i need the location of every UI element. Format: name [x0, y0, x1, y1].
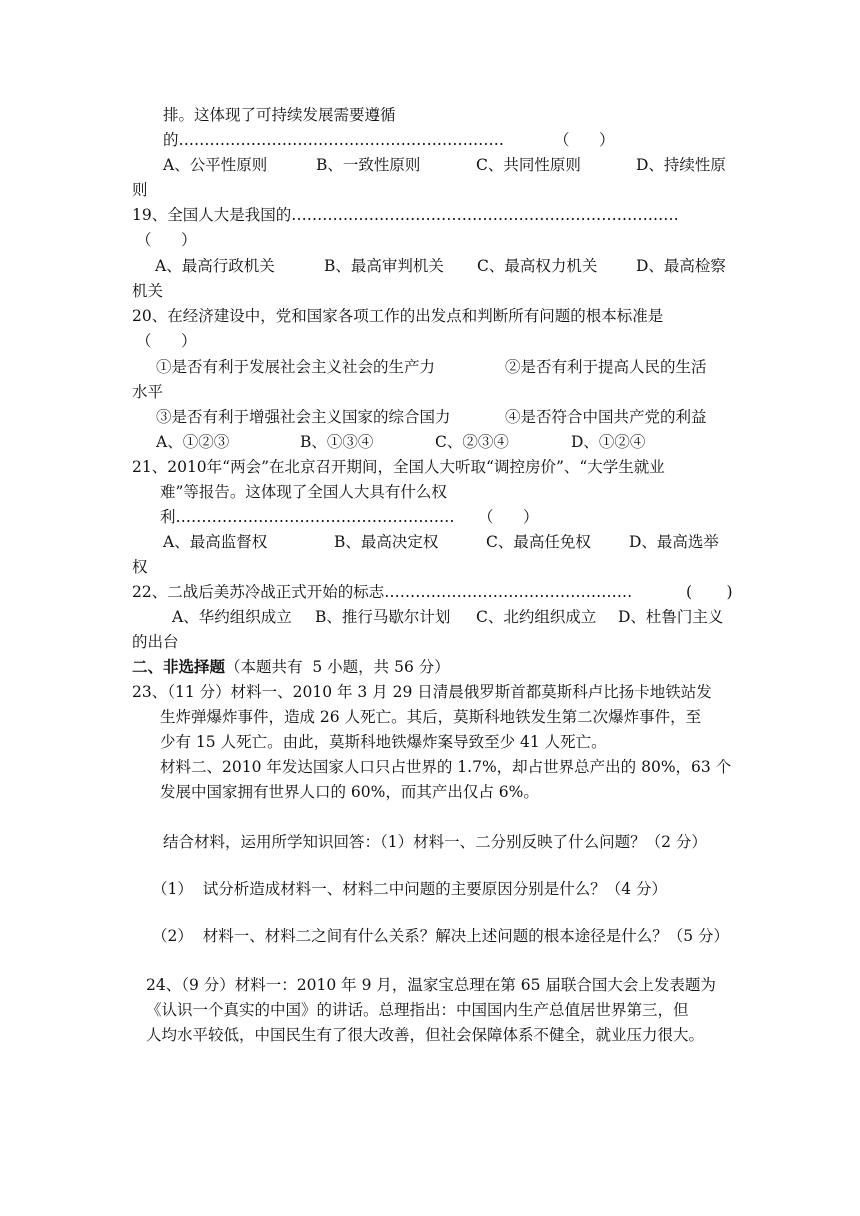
q22-option-b: B、推行马歇尔计划: [315, 608, 451, 626]
q20-option-d: D、①②④: [571, 433, 646, 451]
section-2-title: 二、非选择题: [132, 657, 226, 676]
q18-line2: 的………………………………………………………: [163, 131, 505, 149]
q23-line2: 生炸弹爆炸事件，造成 26 人死亡。其后，莫斯科地铁发生第二次爆炸事件，至: [160, 708, 702, 726]
q21-option-d-wrap: 权: [132, 558, 148, 576]
q18-option-b: B、一致性原则: [316, 156, 421, 174]
q19-option-b: B、最高审判机关: [324, 257, 444, 275]
q21-option-b: B、最高决定权: [334, 533, 439, 551]
q23-sub-1: （1） 试分析造成材料一、材料二中问题的主要原因分别是什么？（4 分）: [152, 880, 668, 898]
q24-line3: 人均水平较低，中国民生有了很大改善，但社会保障体系不健全，就业压力很大。: [146, 1026, 705, 1044]
q20-stem: 20、在经济建设中，党和国家各项工作的出发点和判断所有问题的根本标准是: [132, 307, 664, 325]
q23-sub-2: （2） 材料一、材料二之间有什么关系？解决上述问题的根本途径是什么？（5 分）: [152, 927, 730, 945]
q20-option-c: C、②③④: [435, 433, 509, 451]
q21-option-d: D、最高选举: [629, 533, 719, 551]
q19-option-d: D、最高检察: [636, 257, 726, 275]
q18-option-c: C、共同性原则: [476, 156, 581, 174]
section-2-heading: [132, 656, 450, 678]
q18-paren: （ ）: [554, 131, 615, 149]
q23-line5: 发展中国家拥有世界人口的 60%，而其产出仅占 6%。: [160, 783, 539, 801]
q22-option-d: D、杜鲁门主义: [618, 608, 724, 626]
q24-line2: 《认识一个真实的中国》的讲话。总理指出：中国国内生产总值居世界第三，但: [146, 1001, 689, 1019]
q24-line1: 24、（9 分）材料一：2010 年 9 月，温家宝总理在第 65 届联合国大会上发表题为: [146, 976, 716, 994]
q21-line1: 21、2010年“两会”在北京召开期间，全国人大听取“调控房价”、“大学生就业: [132, 458, 665, 476]
q18-option-d: D、持续性原: [636, 156, 726, 174]
q22-option-d-wrap: 的出台: [132, 633, 179, 651]
q20-statement-4: ④是否符合中国共产党的利益: [505, 408, 707, 426]
q21-line2: 难”等报告。这体现了全国人大具有什么权: [160, 483, 447, 501]
q21-option-c: C、最高任免权: [486, 533, 591, 551]
q21-line3: 利………………………………………………: [160, 508, 455, 526]
section-2-note: （本题共有 5 小题，共 56 分）: [225, 658, 450, 676]
q20-statement-1: ①是否有利于发展社会主义社会的生产力: [156, 358, 436, 376]
q22-paren: ( ): [686, 583, 733, 601]
q21-paren: （ ）: [478, 508, 539, 526]
q23-question-intro: 结合材料，运用所学知识回答：（1）材料一、二分别反映了什么问题？（2 分）: [163, 833, 707, 851]
q22-option-c: C、北约组织成立: [476, 608, 597, 626]
q19-paren: （ ）: [136, 231, 197, 249]
q20-option-a: A、①②③: [156, 433, 230, 451]
q19-option-a: A、最高行政机关: [155, 257, 275, 275]
q21-option-a: A、最高监督权: [163, 533, 268, 551]
q18-line1: 排。这体现了可持续发展需要遵循: [163, 106, 396, 124]
q23-line3: 少有 15 人死亡。由此，莫斯科地铁爆炸案导致至少 41 人死亡。: [160, 733, 607, 751]
q23-line4: 材料二、2010 年发达国家人口只占世界的 1.7%，却占世界总产出的 80%，63 个: [160, 758, 732, 776]
q20-statement-2-wrap: 水平: [132, 383, 164, 401]
q22-stem: 22、二战后美苏冷战正式开始的标志…………………………………………: [132, 583, 633, 601]
q20-statement-2: ②是否有利于提高人民的生活: [505, 358, 707, 376]
q22-option-a: A、华约组织成立: [172, 608, 292, 626]
q23-line1: 23、（11 分）材料一、2010 年 3 月 29 日清晨俄罗斯首都莫斯科卢比扬卡地铁站发: [132, 683, 712, 701]
q18-option-a: A、公平性原则: [163, 156, 268, 174]
q18-option-d-wrap: 则: [132, 181, 148, 199]
q19-option-d-wrap: 机关: [132, 282, 164, 300]
q20-paren: （ ）: [136, 332, 197, 350]
q19-stem: 19、全国人大是我国的…………………………………………………………………: [132, 206, 679, 224]
q20-option-b: B、①③④: [300, 433, 374, 451]
q20-statement-3: ③是否有利于增强社会主义国家的综合国力: [156, 408, 451, 426]
q19-option-c: C、最高权力机关: [477, 257, 598, 275]
